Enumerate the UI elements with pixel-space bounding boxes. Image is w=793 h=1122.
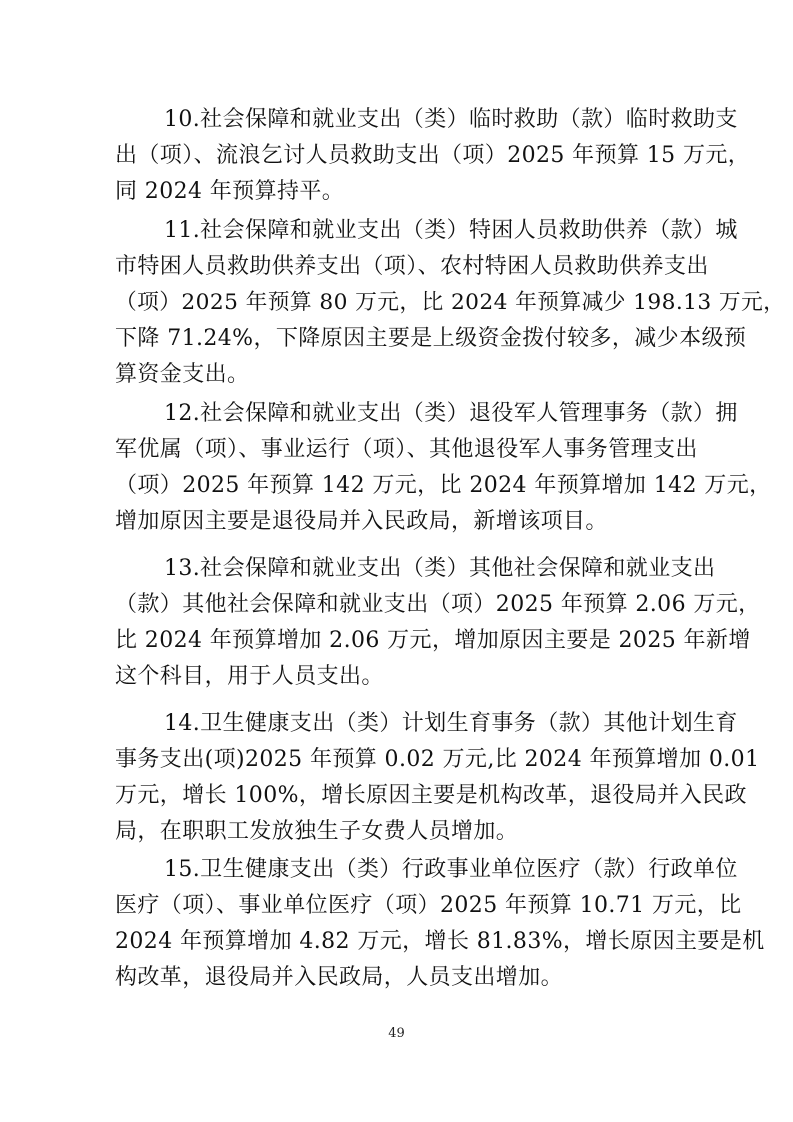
paragraph-line: 构改革，退役局并入民政局，人员支出增加。 bbox=[115, 965, 564, 990]
paragraph-line: 万元，增长 100%，增长原因主要是机构改革，退役局并入民政 bbox=[115, 783, 747, 808]
paragraph-line: 11.社会保障和就业支出（类）特困人员救助供养（款）城 bbox=[164, 218, 738, 243]
paragraph-line: 比 2024 年预算增加 2.06 万元，增加原因主要是 2025 年新增 bbox=[115, 628, 751, 653]
paragraph-line: 市特困人员救助供养支出（项）、农村特困人员救助供养支出 bbox=[115, 254, 709, 279]
page-number: 49 bbox=[388, 1026, 405, 1041]
paragraph-line: 14.卫生健康支出（类）计划生育事务（款）其他计划生育 bbox=[164, 711, 738, 736]
paragraph-line: 2024 年预算增加 4.82 万元，增长 81.83%，增长原因主要是机 bbox=[115, 929, 765, 954]
paragraph-line: 局，在职职工发放独生子女费人员增加。 bbox=[115, 819, 519, 844]
paragraph-line: 增加原因主要是退役局并入民政局，新增该项目。 bbox=[115, 509, 608, 534]
paragraph-line: 军优属（项）、事业运行（项）、其他退役军人事务管理支出 bbox=[115, 437, 698, 462]
paragraph-line: 出（项）、流浪乞讨人员救助支出（项）2025 年预算 15 万元， bbox=[115, 143, 751, 168]
paragraph-line: 12.社会保障和就业支出（类）退役军人管理事务（款）拥 bbox=[164, 401, 738, 426]
paragraph-line: 事务支出(项)2025 年预算 0.02 万元,比 2024 年预算增加 0.01 bbox=[115, 747, 760, 772]
paragraph-line: 算资金支出。 bbox=[115, 362, 250, 387]
paragraph-line: （款）其他社会保障和就业支出（项）2025 年预算 2.06 万元， bbox=[115, 592, 761, 617]
paragraph-line: （项）2025 年预算 142 万元，比 2024 年预算增加 142 万元， bbox=[115, 473, 772, 498]
paragraph-line: （项）2025 年预算 80 万元，比 2024 年预算减少 198.13 万元， bbox=[115, 290, 786, 315]
paragraph-line: 医疗（项）、事业单位医疗（项）2025 年预算 10.71 万元，比 bbox=[115, 893, 742, 918]
paragraph-line: 这个科目，用于人员支出。 bbox=[115, 664, 384, 689]
paragraph-line: 下降 71.24%，下降原因主要是上级资金拨付较多，减少本级预 bbox=[115, 326, 747, 351]
paragraph-line: 15.卫生健康支出（类）行政事业单位医疗（款）行政单位 bbox=[164, 857, 738, 882]
paragraph-line: 同 2024 年预算持平。 bbox=[115, 179, 345, 204]
paragraph-line: 13.社会保障和就业支出（类）其他社会保障和就业支出 bbox=[164, 556, 716, 581]
paragraph-line: 10.社会保障和就业支出（类）临时救助（款）临时救助支 bbox=[164, 107, 738, 132]
